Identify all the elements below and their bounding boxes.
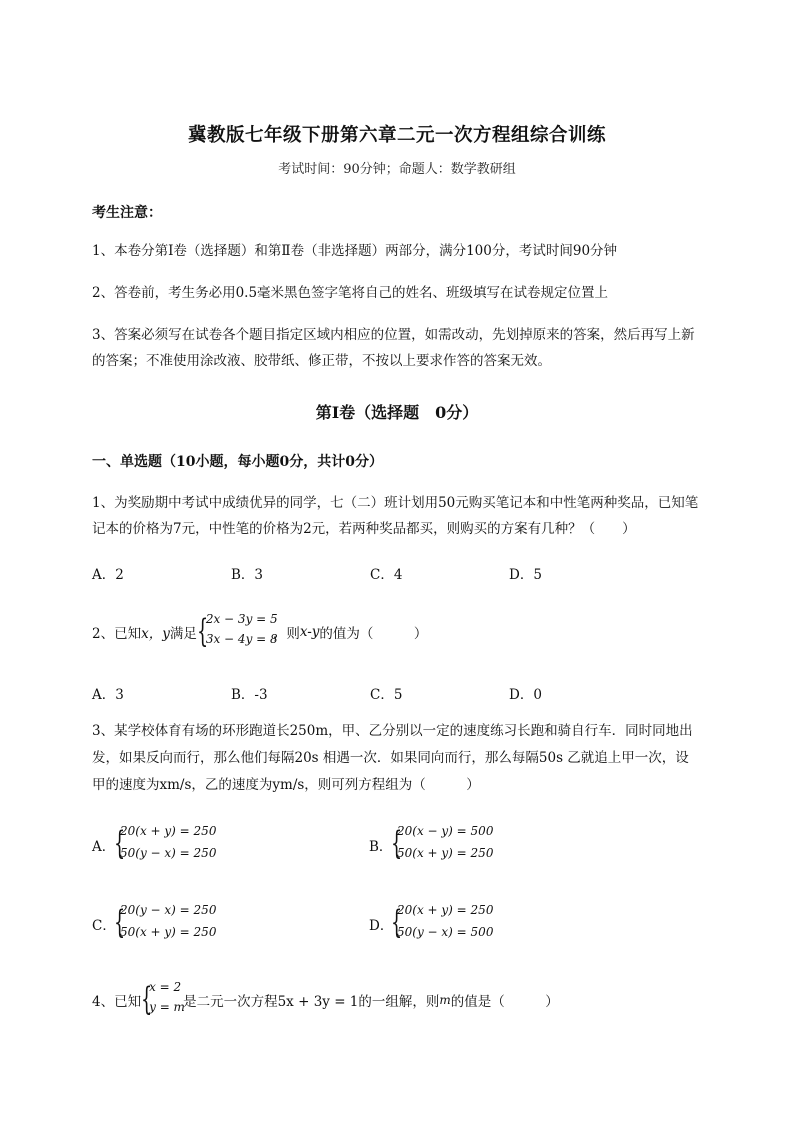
q2-suffix-b: 的值为（ ）	[319, 626, 428, 642]
q3-option-b[interactable]	[369, 822, 549, 866]
q1-option-b[interactable]: B．3	[231, 567, 264, 583]
q4-eq2: y = m	[149, 1000, 185, 1014]
brace-icon: {	[114, 903, 126, 941]
section-title: 第I卷（选择题 0分）	[315, 403, 479, 422]
q2-vars: x，y	[141, 626, 170, 642]
brace-icon: {	[114, 824, 126, 862]
question-2-text	[92, 612, 427, 652]
q3-option-b-label: B．	[369, 839, 393, 855]
q1-option-d[interactable]: D．5	[509, 567, 542, 583]
notice-item-2: 2、答卷前，考生务必用0.5毫米黑色签字笔将自己的姓名、班级填写在试卷规定位置上	[92, 285, 609, 301]
q2-expression: x-y	[299, 624, 320, 640]
q1-option-a[interactable]: A．2	[92, 567, 124, 583]
question-1-text: 1、为奖励期中考试中成绩优异的同学，七（二）班计划用50元购买笔记本和中性笔两种奖品，已知笔记本的价格为7元，中性笔的价格为2元，若两种奖品都买，则购买的方案有几种？（ ）	[92, 495, 699, 537]
q4-suffix: 的值是（ ）	[450, 994, 559, 1010]
q3-option-b-eq2: 50(x + y) = 250	[397, 846, 494, 860]
q2-prefix: 2、已知	[92, 626, 142, 642]
q2-option-d[interactable]: D．0	[509, 687, 542, 703]
q2-option-a[interactable]: A．3	[92, 687, 124, 703]
q3-option-a-label: A．	[92, 839, 116, 855]
brace-icon: {	[391, 903, 403, 941]
q2-equation-system	[196, 612, 278, 652]
q3-option-d-label: D．	[369, 918, 394, 934]
q4-var: m	[439, 993, 451, 1007]
notice-item-1: 1、本卷分第I卷（选择题）和第Ⅱ卷（非选择题）两部分，满分100分，考试时间90分钟	[92, 243, 618, 259]
q3-option-c-eq1: 20(y − x) = 250	[120, 903, 217, 917]
q3-option-d-eq2: 50(y − x) = 500	[397, 925, 494, 939]
q4-eq1: x = 2	[149, 980, 182, 994]
q2-option-b[interactable]: B．-3	[231, 687, 268, 703]
notice-item-3: 3、答案必须写在试卷各个题目指定区域内相应的位置，如需改动，先划掉原来的答案，然后再写上新的答案；不准使用涂改液、胶带纸、修正带，不按以上要求作答的答案无效。	[92, 327, 695, 369]
q4-mid: 是二元一次方程5x + 3y = 1的一组解，则	[183, 994, 440, 1010]
section-subheading: 一、单选题（10小题，每小题0分，共计0分）	[92, 454, 383, 470]
q4-prefix: 4、已知	[92, 994, 142, 1010]
question-3-line-1: 3、某学校体育有场的环形跑道长250m，甲、乙分别以一定的速度练习长跑和骑自行车．同时同地出	[92, 723, 693, 739]
question-4-text	[92, 980, 559, 1020]
notice-heading: 考生注意：	[92, 205, 162, 221]
q4-equation-system	[141, 980, 183, 1020]
exam-title: 冀教版七年级下册第六章二元一次方程组综合训练	[187, 125, 606, 146]
q1-option-c[interactable]: C．4	[370, 567, 403, 583]
q3-option-c[interactable]	[92, 901, 272, 945]
question-3-line-2: 发，如果反向而行，那么他们每隔20s 相遇一次．如果同向而行，那么每隔50s 乙就追上甲一次，设	[92, 750, 689, 766]
q3-option-c-eq2: 50(x + y) = 250	[120, 925, 217, 939]
brace-icon: {	[391, 824, 403, 862]
q3-option-a[interactable]	[92, 822, 272, 866]
brace-icon: {	[196, 612, 209, 650]
q2-suffix-a: ，则	[272, 626, 300, 642]
brace-icon: {	[141, 980, 153, 1018]
q3-option-a-eq1: 20(x + y) = 250	[120, 824, 217, 838]
q2-eq2: 3x − 4y = 8	[205, 632, 278, 646]
q3-option-c-label: C．	[92, 918, 116, 934]
question-3-line-3: 甲的速度为xm/s，乙的速度为ym/s，则可列方程组为（ ）	[92, 777, 480, 793]
q3-option-d-eq1: 20(x + y) = 250	[397, 903, 494, 917]
q2-mid: 满足	[169, 626, 197, 642]
exam-subtitle: 考试时间：90分钟；命题人：数学教研组	[278, 162, 516, 177]
q2-eq1: 2x − 3y = 5	[205, 612, 278, 626]
q3-option-a-eq2: 50(y − x) = 250	[120, 846, 217, 860]
q3-option-b-eq1: 20(x − y) = 500	[397, 824, 494, 838]
q3-option-d[interactable]	[369, 901, 549, 945]
q2-option-c[interactable]: C．5	[370, 687, 403, 703]
